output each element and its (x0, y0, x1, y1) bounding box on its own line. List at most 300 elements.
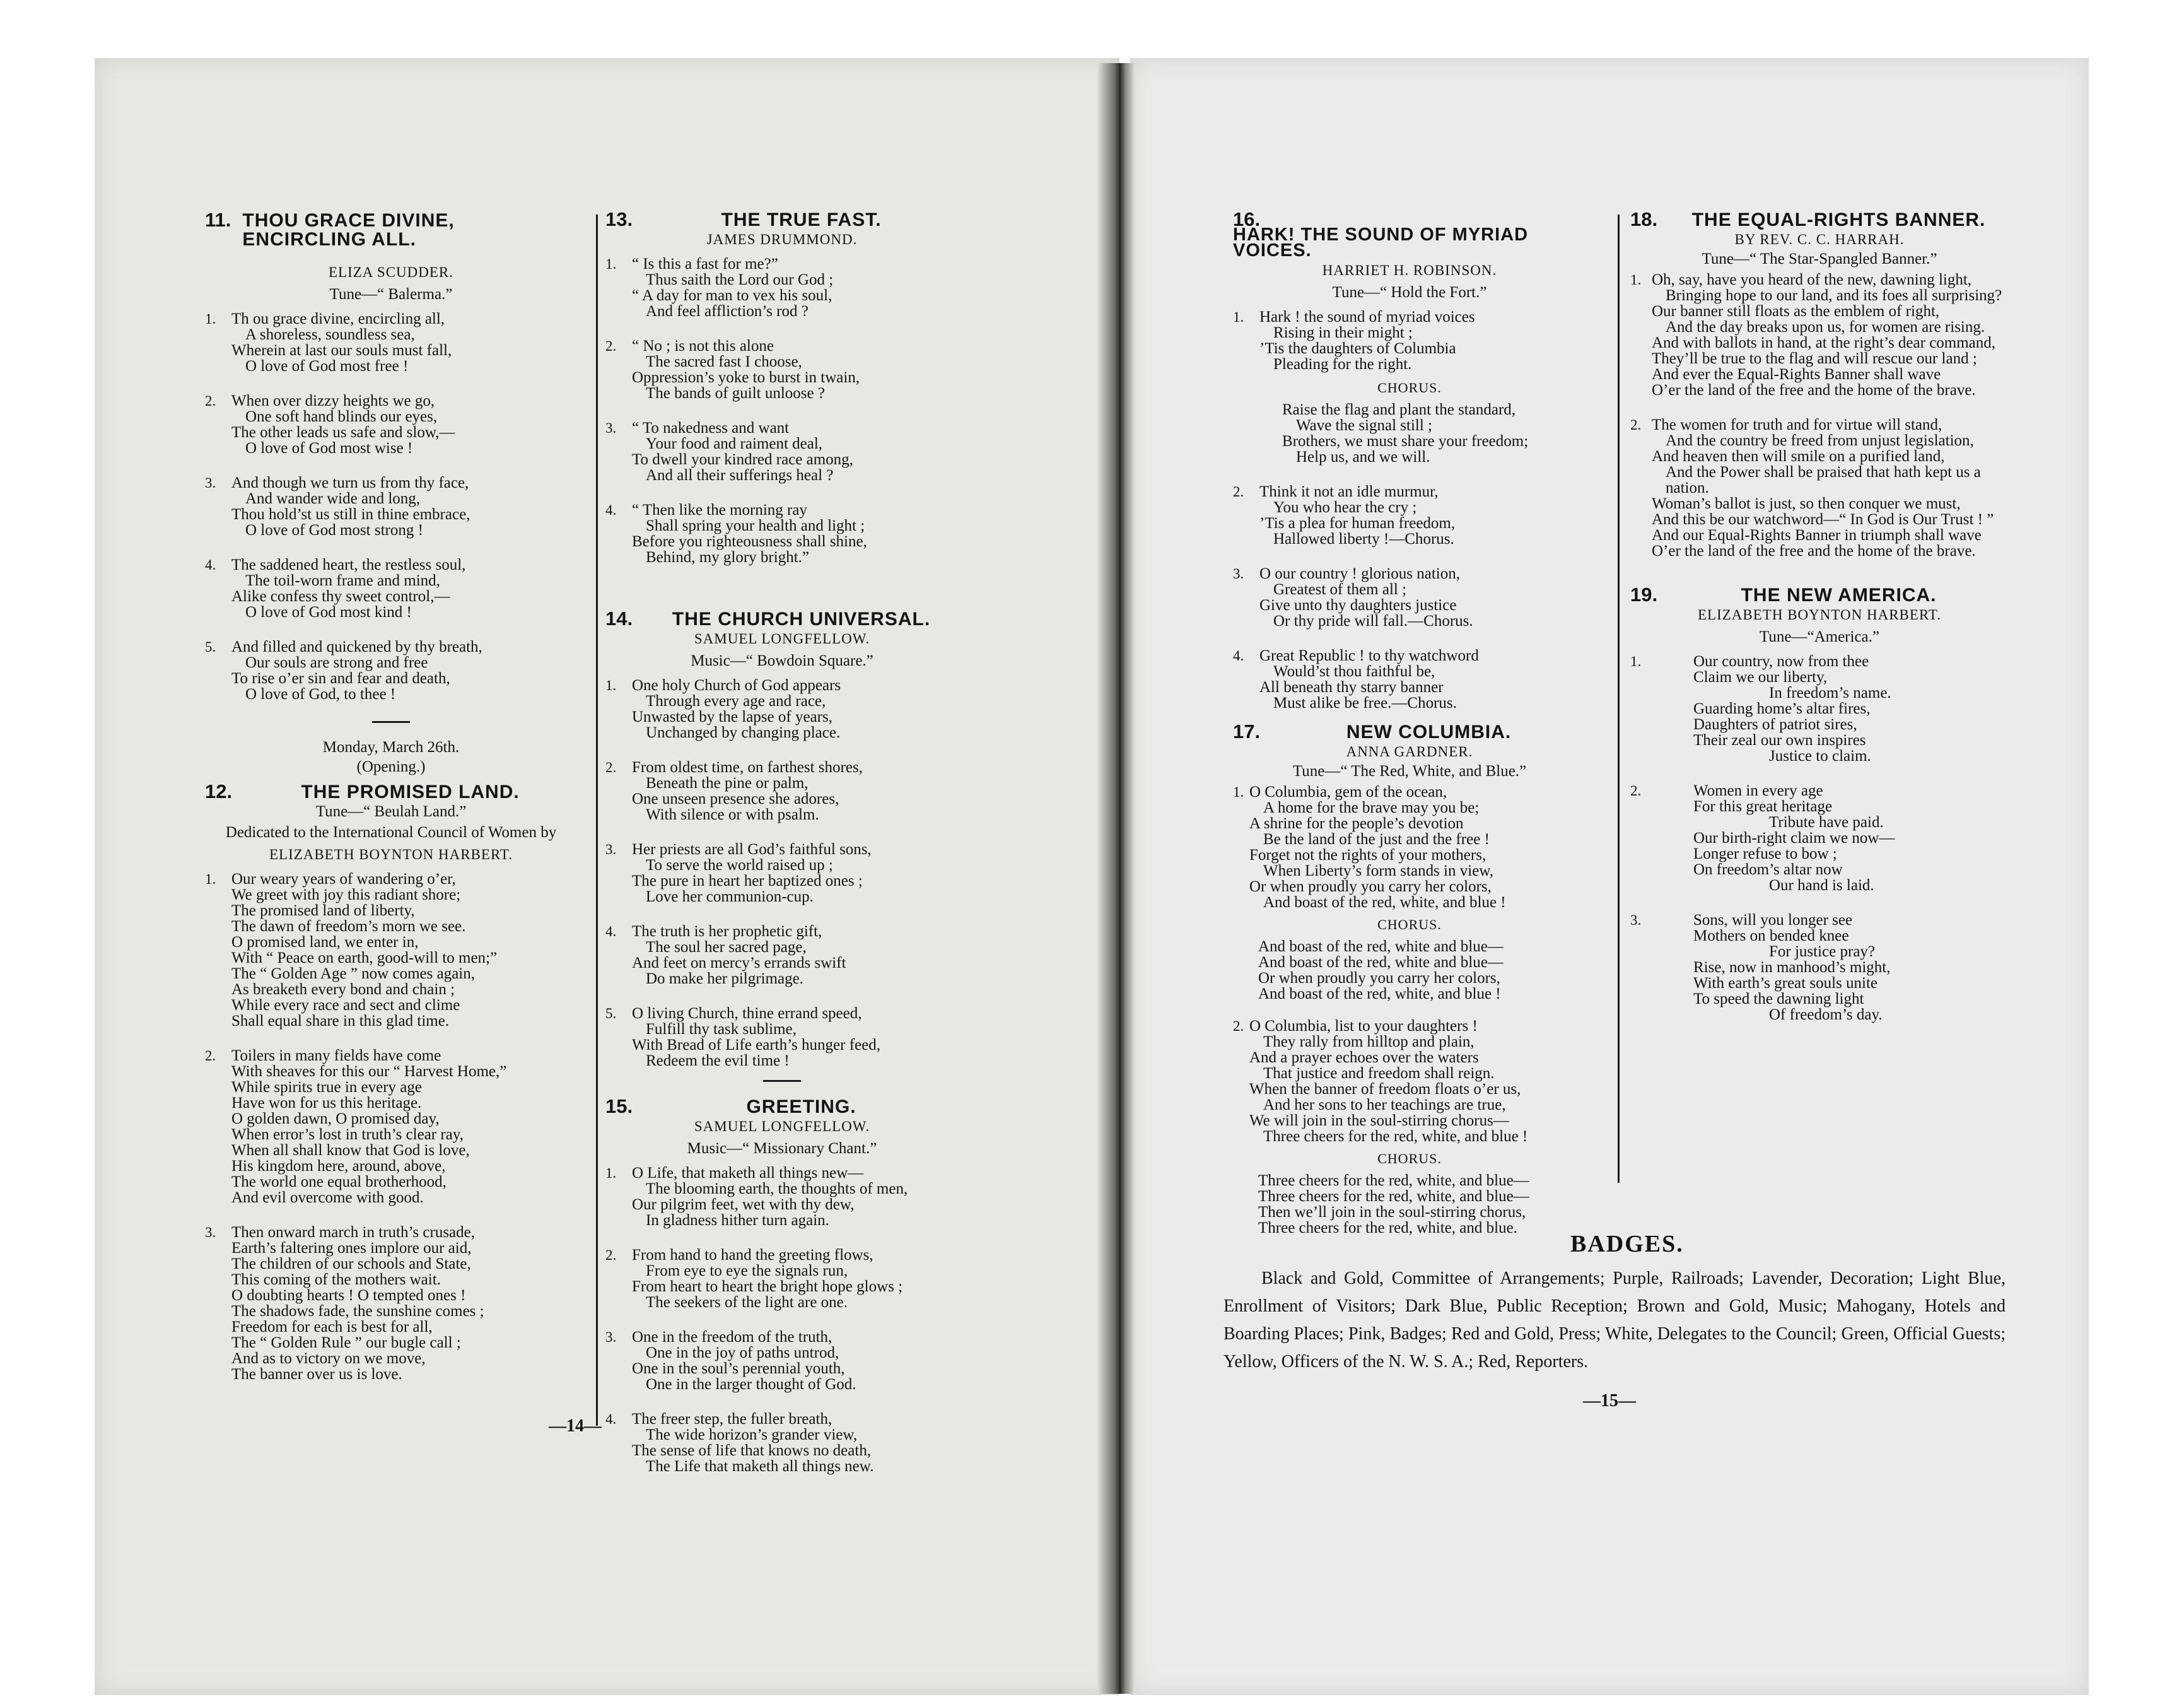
verse-line: With earth’s great souls unite (1693, 975, 1877, 992)
verse-line: With Bread of Life earth’s hunger feed, (632, 1036, 880, 1053)
verse-line: Behind, my glory bright.” (646, 549, 809, 566)
verse-line: And filled and quickened by thy breath, (231, 638, 482, 655)
stanza-number: 4. (205, 557, 216, 573)
verse-line: O’er the land of the free and the home of the brave. (1652, 543, 1976, 560)
hymn-title: THE PROMISED LAND. (301, 782, 520, 802)
verse-line: One in the freedom of the truth, (632, 1329, 832, 1346)
verse-line: Pleading for the right. (1273, 356, 1412, 373)
verse-line: The Life that maketh all things new. (646, 1458, 874, 1475)
verse-line: The other leads us safe and slow,— (231, 424, 455, 441)
left-column-1 (205, 211, 577, 1401)
verse-line: The banner over us is love. (231, 1366, 402, 1383)
verse-line: “ A day for man to vex his soul, (632, 287, 832, 304)
hymn-author: ELIZABETH BOYNTON HARBERT. (1698, 607, 1941, 623)
verse-line: They’ll be true to the flag and will rescue our land ; (1652, 350, 1977, 367)
chorus (1233, 939, 1586, 1002)
verse-line: And the country be freed from unjust legislation, (1666, 432, 1974, 449)
verse-line: The soul her sacred page, (646, 939, 807, 956)
verse-line: Wherein at last our souls must fall, (231, 342, 452, 359)
verse-line: When the banner of freedom floats o’er us, (1249, 1081, 1521, 1098)
verse-line: ’Tis a plea for human freedom, (1259, 515, 1456, 532)
verse-line: Greatest of them all ; (1273, 581, 1407, 598)
column-rule (596, 214, 598, 1426)
hymn-tune: Music—“ Bowdoin Square.” (691, 652, 873, 669)
stanza (1630, 783, 2009, 893)
verse-line: Our birth-right claim we now— (1693, 830, 1895, 847)
verse-line: Must alike be free.—Chorus. (1273, 695, 1457, 712)
hymn-title: GREETING. (746, 1096, 856, 1117)
verse-line: Justice to claim. (1769, 748, 1871, 765)
verse-line: Earth’s faltering ones implore our aid, (231, 1240, 472, 1257)
verse-line: Bringing hope to our land, and its foes all surprising? (1666, 287, 2002, 304)
stanza (1630, 912, 2009, 1023)
hymn-number: 14. (605, 607, 633, 630)
verse-line: And our Equal-Rights Banner in triumph shall wave (1652, 527, 1982, 544)
verse-line: Beneath the pine or palm, (646, 775, 809, 792)
verse-line: And feel affliction’s rod ? (646, 303, 809, 320)
stanza (1233, 484, 1586, 547)
stanza (205, 393, 577, 456)
verse-line: The “ Golden Age ” now comes again, (231, 965, 475, 982)
left-column-2 (605, 208, 959, 1493)
hymn-tune: Tune—“ The Star-Spangled Banner.” (1702, 250, 1937, 267)
stanza (205, 639, 577, 702)
verse-line: The wide horizon’s grander view, (646, 1426, 858, 1443)
verse-line: In freedom’s name. (1769, 684, 1891, 701)
verse-line: Think it not an idle murmur, (1259, 483, 1439, 500)
hymn-number: 16. (1233, 208, 1261, 230)
verse-line: The truth is her prophetic gift, (632, 923, 822, 940)
verse-line: Wave the signal still ; (1296, 417, 1433, 434)
verse-line: Oh, say, have you heard of the new, dawning light, (1652, 271, 1972, 288)
verse-line: Women in every age (1693, 782, 1823, 799)
verse-line: O love of God most free ! (245, 358, 409, 375)
verse-line: From heart to heart the bright hope glows ; (632, 1278, 903, 1295)
stanza (605, 1247, 959, 1310)
stanza (205, 871, 577, 1029)
stanza-number: 2. (1630, 783, 1642, 799)
verse-line: O Life, that maketh all things new— (632, 1165, 864, 1182)
verse-line: Toilers in many fields have come (231, 1047, 441, 1064)
hymn-title: THE CHURCH UNIVERSAL. (672, 609, 931, 630)
stanza (605, 1329, 959, 1392)
verse-line: That justice and freedom shall reign. (1263, 1065, 1495, 1082)
verse-line: The saddened heart, the restless soul, (231, 556, 466, 573)
verse-line: The shadows fade, the sunshine comes ; (231, 1303, 484, 1320)
verse-line: Be the land of the just and the free ! (1263, 831, 1490, 848)
verse-line: And wander wide and long, (245, 490, 421, 507)
stanza-number: 3. (605, 420, 617, 436)
stanza-number: 2. (605, 1247, 617, 1263)
hymn-12-stanzas (205, 871, 577, 1382)
hymn-number: 18. (1630, 208, 1658, 230)
verse-line: A home for the brave may you be; (1263, 799, 1480, 816)
verse-line: His kingdom here, around, above, (231, 1158, 446, 1175)
stanza (1630, 272, 2009, 398)
verse-line: Then we’ll join in the soul-stirring chorus, (1258, 1204, 1526, 1221)
stanza (1630, 654, 2009, 764)
stanza-number: 3. (605, 842, 617, 857)
verse-line: ’Tis the daughters of Columbia (1259, 340, 1456, 357)
verse-line: And as to victory on we move, (231, 1350, 426, 1367)
verse-line: Before you righteousness shall shine, (632, 533, 867, 550)
hymn-tune: Tune—“ Balerma.” (329, 286, 453, 303)
verse-line: Our souls are strong and free (245, 654, 428, 671)
hymn-tune: Music—“ Missionary Chant.” (687, 1140, 877, 1157)
verse-line: Daughters of patriot sires, (1693, 716, 1857, 733)
stanza (205, 1048, 577, 1206)
badges-text: Black and Gold, Committee of Arrangements; Purple, Railroads; Lavender, Decoration; Light Blue, Enrollment of Visitors; Dark Blue, Public Reception; Brown and Gold, Music; Mahogany, Hotels and Boarding Places; Pink, Badges; Red and Gold, Press; White, Delegates to the Council; Green, Official Guests; Yellow, Officers of the N. W. S. A.; Red, Reporters. (1223, 1269, 2006, 1371)
verse-line: All beneath thy starry banner (1259, 679, 1444, 696)
verse-line: Freedom for each is best for all, (231, 1318, 433, 1335)
stanza (605, 256, 959, 319)
verse-line: Unwasted by the lapse of years, (632, 708, 832, 725)
stanza-number: 1. (605, 678, 617, 693)
hymn-tune: Tune—“ The Red, White, and Blue.” (1292, 763, 1527, 780)
verse-line: On freedom’s altar now (1693, 861, 1843, 878)
verse-line: And evil overcome with good. (231, 1189, 424, 1206)
stanza (605, 502, 959, 565)
program-session: (Opening.) (356, 758, 426, 775)
stanza-number: 2. (1233, 484, 1244, 500)
verse-line: Tribute have paid. (1769, 814, 1884, 831)
verse-line: With “ Peace on earth, good-will to men;” (231, 949, 498, 966)
verse-line: And her sons to her teachings are true, (1263, 1096, 1506, 1113)
stanza (605, 924, 959, 987)
stanza (605, 1411, 959, 1474)
hymn-title: THE NEW AMERICA. (1741, 585, 1937, 606)
verse-line: O Columbia, gem of the ocean, (1249, 784, 1447, 801)
verse-line: A shrine for the people’s devotion (1249, 815, 1464, 832)
section-divider (372, 721, 410, 723)
hymn-title: NEW COLUMBIA. (1346, 722, 1512, 742)
verse-line: Your food and raiment deal, (646, 435, 823, 452)
verse-line: “ Then like the morning ray (632, 502, 807, 519)
stanza (1233, 309, 1586, 372)
verse-line: To rise o’er sin and fear and death, (231, 670, 450, 687)
verse-line: Hallowed liberty !—Chorus. (1273, 531, 1454, 548)
verse-line: When error’s lost in truth’s clear ray, (231, 1126, 464, 1143)
verse-line: And boast of the red, white, and blue ! (1258, 985, 1501, 1002)
verse-line: Our country, now from thee (1693, 653, 1869, 670)
hymn-number: 15. (605, 1095, 633, 1117)
verse-line: Alike confess thy sweet control,— (231, 588, 450, 605)
verse-line: Hark ! the sound of myriad voices (1259, 308, 1475, 326)
verse-line: One holy Church of God appears (632, 677, 841, 694)
stanza (1630, 417, 2009, 559)
verse-line: And the Power shall be praised that hath kept us a nation. (1666, 464, 1981, 496)
hymn-dedication: Dedicated to the International Council of Women by (225, 824, 557, 841)
verse-line: The children of our schools and State, (231, 1255, 471, 1272)
verse-line: O’er the land of the free and the home of the brave. (1652, 382, 1976, 399)
verse-line: Sons, will you longer see (1693, 912, 1853, 929)
verse-line: As breaketh every bond and chain ; (231, 981, 455, 998)
verse-line: They rally from hilltop and plain, (1263, 1033, 1474, 1050)
verse-line: The promised land of liberty, (231, 902, 415, 919)
hymn-author: HARRIET H. ROBINSON. (1322, 262, 1497, 278)
verse-line: For this great heritage (1693, 798, 1833, 815)
stanza-number: 1. (1630, 654, 1642, 669)
verse-line: The pure in heart her baptized ones ; (632, 872, 863, 889)
verse-line: And boast of the red, white and blue— (1258, 954, 1504, 971)
verse-line: Rise, now in manhood’s might, (1693, 959, 1891, 976)
verse-line: The blooming earth, the thoughts of men, (646, 1180, 908, 1197)
verse-line: Through every age and race, (646, 693, 826, 710)
verse-line: While every race and sect and clime (231, 997, 460, 1014)
verse-line: O living Church, thine errand speed, (632, 1005, 862, 1022)
verse-line: When over dizzy heights we go, (231, 392, 435, 409)
verse-line: To speed the dawning light (1693, 990, 1864, 1007)
verse-line: The freer step, the fuller breath, (632, 1411, 832, 1428)
verse-line: When Liberty’s form stands in view, (1263, 862, 1493, 879)
verse-line: Guarding home’s altar fires, (1693, 700, 1871, 717)
verse-line: One unseen presence she adores, (632, 790, 839, 807)
verse-line: With sheaves for this our “ Harvest Home,” (231, 1063, 507, 1080)
verse-line: And heaven then will smile on a purified land, (1652, 448, 1945, 465)
verse-line: Great Republic ! to thy watchword (1259, 647, 1479, 664)
hymn-tune: Tune—“ Hold the Fort.” (1332, 284, 1487, 301)
verse-line: Have won for us this heritage. (231, 1095, 422, 1112)
verse-line: When all shall know that God is love, (231, 1142, 470, 1159)
verse-line: “ Is this a fast for me?” (632, 255, 778, 273)
hymn-number: 19. (1630, 584, 1658, 606)
chorus-label: CHORUS. (1377, 380, 1442, 396)
stanza-number: 3. (205, 475, 216, 491)
verse-line: In gladness hither turn again. (646, 1212, 829, 1229)
hymn-number: 13. (605, 208, 633, 230)
page-number: —15— (1583, 1391, 1636, 1411)
verse-line: Her priests are all God’s faithful sons, (632, 841, 872, 858)
stanza-number: 1. (1233, 784, 1244, 800)
stanza-number: 1. (205, 871, 216, 887)
verse-line: A shoreless, soundless sea, (245, 326, 415, 343)
verse-line: Three cheers for the red, white, and blue ! (1263, 1128, 1528, 1145)
stanza-number: 3. (605, 1329, 617, 1345)
verse-line: And a prayer echoes over the waters (1249, 1049, 1479, 1066)
verse-line: While spirits true in every age (231, 1079, 422, 1096)
right-column-1 (1233, 208, 1586, 1236)
verse-line: To dwell your kindred race among, (632, 451, 853, 468)
verse-line: Shall spring your health and light ; (646, 517, 865, 534)
verse-line: Thou hold’st us still in thine embrace, (231, 506, 470, 523)
verse-line: We will join in the soul-stirring chorus— (1249, 1112, 1509, 1129)
column-rule (1618, 214, 1620, 1183)
verse-line: And boast of the red, white, and blue ! (1263, 894, 1506, 911)
verse-line: Then onward march in truth’s crusade, (231, 1224, 475, 1241)
verse-line: Th ou grace divine, encircling all, (231, 310, 445, 327)
verse-line: “ To nakedness and want (632, 420, 790, 437)
verse-line: O love of God most strong ! (245, 522, 423, 539)
verse-line: And all their sufferings heal ? (646, 467, 834, 484)
verse-line: And the day breaks upon us, for women are rising. (1666, 319, 1985, 336)
verse-line: And this be our watchword—“ In God is Our Trust ! ” (1652, 511, 1994, 528)
verse-line: O love of God most kind ! (245, 604, 412, 621)
stanza (1233, 784, 1586, 910)
verse-line: To serve the world raised up ; (646, 857, 833, 874)
hymn-author: ELIZABETH BOYNTON HARBERT. (269, 847, 513, 862)
verse-line: For justice pray? (1769, 943, 1876, 960)
stanza-number: 3. (1233, 566, 1244, 582)
stanza-number: 5. (605, 1006, 617, 1021)
hymn-author: JAMES DRUMMOND. (706, 232, 858, 247)
verse-line: Our hand is laid. (1769, 877, 1874, 894)
verse-line: Brothers, we must share your freedom; (1282, 433, 1529, 450)
verse-line: Of freedom’s day. (1769, 1006, 1883, 1023)
verse-line: One in the larger thought of God. (646, 1376, 856, 1393)
hymn-author: SAMUEL LONGFELLOW. (694, 631, 870, 647)
stanza (605, 1006, 959, 1069)
stanza-number: 2. (605, 338, 617, 354)
hymn-tune: Tune—“ Beulah Land.” (315, 803, 467, 820)
verse-line: O golden dawn, O promised day, (231, 1110, 440, 1127)
verse-line: We greet with joy this radiant shore; (231, 886, 461, 903)
hymn-title: THOU GRACE DIVINE, ENCIRCLING ALL. (242, 210, 455, 250)
verse-line: You who hear the cry ; (1273, 499, 1417, 516)
stanza-number: 5. (205, 639, 216, 655)
hymn-author: BY REV. C. C. HARRAH. (1734, 232, 1905, 247)
badges-heading: BADGES. (1570, 1231, 1684, 1257)
right-column-2 (1630, 208, 2009, 1042)
verse-line: Or when proudly you carry her colors, (1249, 878, 1492, 895)
hymn-title: THE TRUE FAST. (721, 209, 882, 230)
verse-line: Woman’s ballot is just, so then conquer we must, (1652, 495, 1961, 512)
chorus-label: CHORUS. (1377, 917, 1442, 932)
verse-line: The “ Golden Rule ” our bugle call ; (231, 1334, 461, 1351)
verse-line: And with ballots in hand, at the right’s dear command, (1652, 334, 1996, 351)
stanza (605, 338, 959, 401)
verse-line: Unchanged by changing place. (646, 724, 841, 741)
verse-line: Raise the flag and plant the standard, (1282, 401, 1516, 418)
verse-line: The bands of guilt unloose ? (646, 385, 825, 402)
verse-line: The toil-worn frame and mind, (245, 572, 440, 589)
verse-line: O promised land, we enter in, (231, 934, 419, 951)
verse-line: Three cheers for the red, white, and blue. (1258, 1219, 1517, 1236)
verse-line: Three cheers for the red, white, and blue— (1258, 1188, 1529, 1205)
verse-line: And feet on mercy’s errands swift (632, 954, 846, 971)
stanza-number: 4. (605, 924, 617, 939)
stanza-number: 4. (1233, 648, 1244, 664)
verse-line: Longer refuse to bow ; (1693, 845, 1837, 862)
stanza-number: 2. (205, 1048, 216, 1064)
verse-line: And ever the Equal-Rights Banner shall wave (1652, 366, 1941, 383)
chorus-label: CHORUS. (1377, 1151, 1442, 1166)
stanza-number: 2. (205, 393, 216, 409)
page-number: —14— (549, 1416, 602, 1436)
hymn-number: 12. (205, 780, 233, 802)
stanza (605, 420, 959, 483)
stanza (605, 678, 959, 741)
verse-line: The sense of life that knows no death, (632, 1442, 872, 1459)
section-divider (763, 1080, 801, 1082)
stanza (1233, 1018, 1586, 1144)
stanza-number: 2. (605, 760, 617, 775)
stanza-number: 1. (605, 1165, 617, 1181)
stanza-number: 4. (605, 1411, 617, 1427)
stanza (1233, 566, 1586, 629)
hymn-number: 17. (1233, 720, 1261, 742)
hymn-author: SAMUEL LONGFELLOW. (694, 1118, 870, 1134)
chorus (1233, 1173, 1586, 1236)
hymn-author: ELIZA SCUDDER. (329, 264, 453, 280)
verse-line: The sacred fast I choose, (646, 353, 802, 370)
stanza-number: 4. (605, 502, 617, 518)
hymn-author: ANNA GARDNER. (1346, 744, 1473, 760)
stanza (605, 760, 959, 823)
verse-line: “ No ; is not this alone (632, 337, 774, 355)
stanza (205, 475, 577, 538)
verse-line: The seekers of the light are one. (646, 1294, 848, 1311)
stanza-number: 1. (205, 311, 216, 327)
verse-line: Oppression’s yoke to burst in twain, (632, 369, 860, 386)
verse-line: Or thy pride will fall.—Chorus. (1273, 613, 1473, 630)
verse-line: O our country ! glorious nation, (1259, 565, 1461, 582)
verse-line: O doubting hearts ! O tempted ones ! (231, 1287, 466, 1304)
verse-line: Our weary years of wandering o’er, (231, 871, 456, 888)
verse-line: Three cheers for the red, white, and blue— (1258, 1172, 1529, 1189)
verse-line: Mothers on bended knee (1693, 927, 1849, 944)
hymn-number: 11. (205, 209, 231, 231)
verse-line: The world one equal brotherhood, (231, 1173, 447, 1190)
book-gutter (1097, 63, 1135, 1694)
stanza-number: 2. (1630, 417, 1642, 433)
verse-line: With silence or with psalm. (646, 806, 819, 823)
verse-line: From eye to eye the signals run, (646, 1262, 848, 1279)
stanza (205, 1224, 577, 1382)
verse-line: From hand to hand the greeting flows, (632, 1247, 873, 1264)
verse-line: One in the joy of paths untrod, (646, 1344, 839, 1361)
verse-line: Would’st thou faithful be, (1273, 663, 1435, 680)
stanza (205, 557, 577, 620)
chorus (1233, 402, 1586, 465)
verse-line: Our banner still floats as the emblem of right, (1652, 303, 1940, 320)
verse-line: And though we turn us from thy face, (231, 474, 469, 491)
verse-line: Their zeal our own inspires (1693, 732, 1866, 749)
verse-line: Redeem the evil time ! (646, 1052, 790, 1069)
verse-line: Love her communion-cup. (646, 888, 814, 905)
verse-line: The dawn of freedom’s morn we see. (231, 918, 466, 935)
stanza-number: 1. (1233, 309, 1244, 325)
verse-line: This coming of the mothers wait. (231, 1271, 441, 1288)
verse-line: Do make her pilgrimage. (646, 970, 803, 987)
verse-line: Thus saith the Lord our God ; (646, 271, 834, 288)
hymn-tune: Tune—“America.” (1760, 628, 1879, 645)
verse-line: The women for truth and for virtue will stand, (1652, 416, 1942, 433)
verse-line: Or when proudly you carry her colors, (1258, 970, 1500, 987)
verse-line: From oldest time, on farthest shores, (632, 759, 863, 776)
stanza (1233, 648, 1586, 711)
verse-line: Rising in their might ; (1273, 324, 1413, 341)
verse-line: One soft hand blinds our eyes, (245, 408, 438, 425)
stanza (605, 842, 959, 905)
hymn-title: HARK! THE SOUND OF MYRIAD VOICES. (1233, 225, 1529, 261)
verse-line: Fulfill thy task sublime, (646, 1021, 797, 1038)
verse-line: Claim we our liberty, (1693, 669, 1828, 686)
stanza (605, 1165, 959, 1228)
hymn-11-stanzas (205, 311, 577, 702)
hymn-title: THE EQUAL-RIGHTS BANNER. (1691, 209, 1986, 230)
verse-line: O love of God most wise ! (245, 440, 413, 457)
verse-line: One in the soul’s perennial youth, (632, 1360, 845, 1377)
verse-line: And boast of the red, white and blue— (1258, 938, 1504, 955)
stanza (205, 311, 577, 374)
verse-line: Our pilgrim feet, wet with thy dew, (632, 1196, 855, 1213)
verse-line: O Columbia, list to your daughters ! (1249, 1018, 1478, 1035)
verse-line: O love of God, to thee ! (245, 686, 396, 703)
stanza-number: 3. (205, 1224, 216, 1240)
verse-line: Shall equal share in this glad time. (231, 1012, 450, 1030)
verse-line: Give unto thy daughters justice (1259, 597, 1457, 614)
verse-line: Help us, and we will. (1296, 449, 1430, 466)
